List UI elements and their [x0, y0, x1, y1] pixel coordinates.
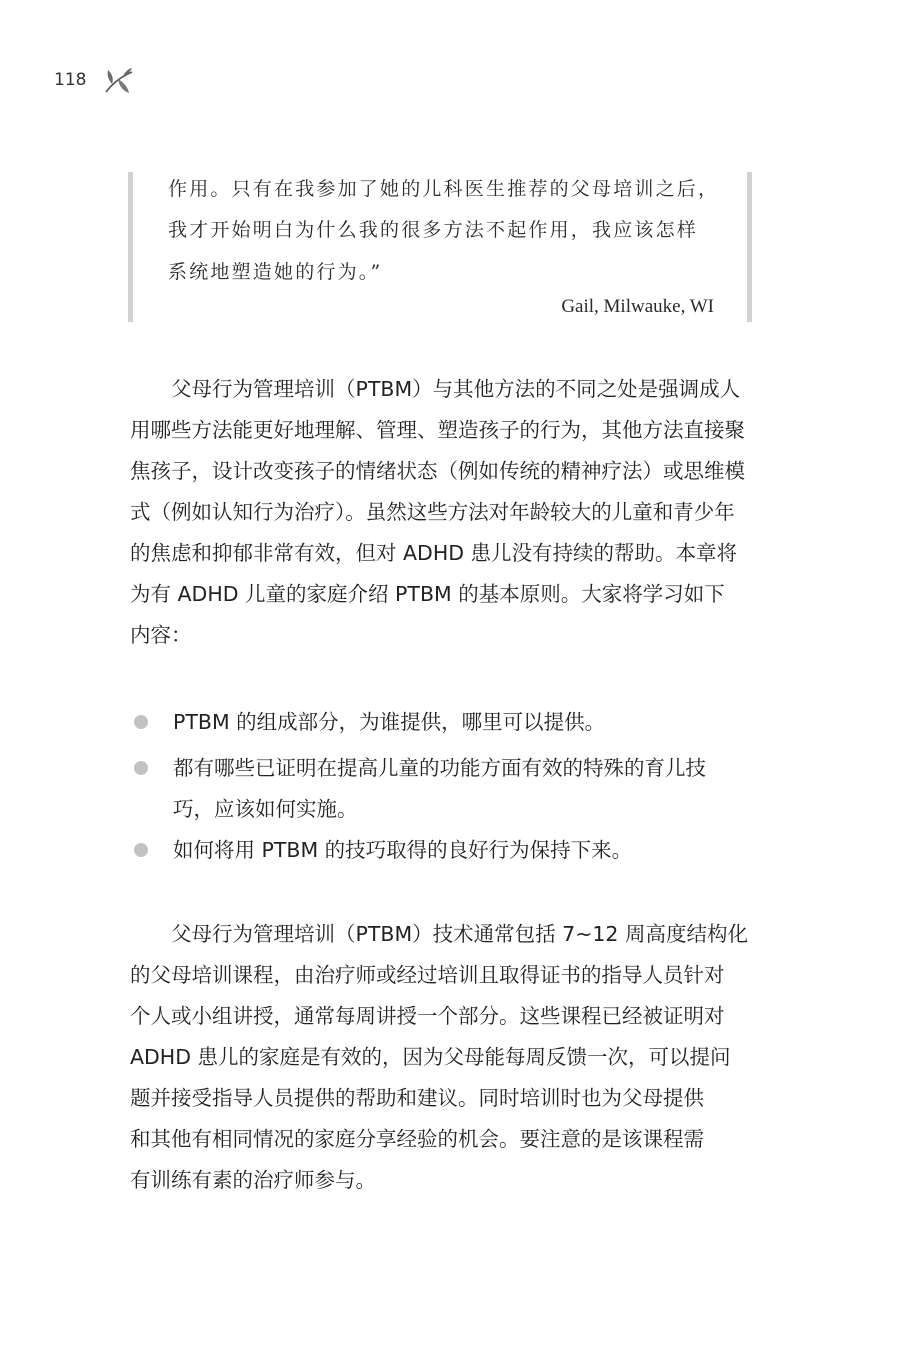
paragraph-line: 为有 ADHD 儿童的家庭介绍 PTBM 的基本原则。大家将学习如下: [130, 582, 725, 606]
quote-right-border: [747, 172, 752, 322]
paragraph-line: 的焦虑和抑郁非常有效，但对 ADHD 患儿没有持续的帮助。本章将: [130, 541, 738, 565]
paragraph-line: 父母行为管理培训（PTBM）与其他方法的不同之处是强调成人: [171, 377, 741, 401]
quote-line: 我才开始明白为什么我的很多方法不起作用，我应该怎样: [168, 219, 699, 241]
paragraph-line: ADHD 患儿的家庭是有效的，因为父母能每周反馈一次，可以提问: [130, 1045, 731, 1069]
quote-line: 作用。只有在我参加了她的儿科医生推荐的父母培训之后，: [168, 178, 720, 200]
leaf-ornament-icon: [102, 66, 136, 98]
quote-left-border: [128, 172, 133, 322]
list-item-text: PTBM 的组成部分，为谁提供，哪里可以提供。: [173, 710, 606, 734]
paragraph-line: 个人或小组讲授，通常每周讲授一个部分。这些课程已经被证明对: [130, 1004, 725, 1028]
paragraph-line: 父母行为管理培训（PTBM）技术通常包括 7~12 周高度结构化: [171, 922, 748, 946]
paragraph-line: 题并接受指导人员提供的帮助和建议。同时培训时也为父母提供: [130, 1086, 704, 1110]
bullet-icon: [134, 843, 148, 857]
list-item-text: 如何将用 PTBM 的技巧取得的良好行为保持下来。: [173, 838, 633, 862]
paragraph-line: 的父母培训课程，由治疗师或经过培训且取得证书的指导人员针对: [130, 963, 725, 987]
paragraph-line: 有训练有素的治疗师参与。: [130, 1168, 376, 1192]
list-item-text: 巧，应该如何实施。: [173, 797, 358, 821]
paragraph-line: 用哪些方法能更好地理解、管理、塑造孩子的行为，其他方法直接聚: [130, 418, 745, 442]
list-item-text: 都有哪些已证明在提高儿童的功能方面有效的特殊的育儿技: [173, 756, 706, 780]
paragraph-line: 焦孩子，设计改变孩子的情绪状态（例如传统的精神疗法）或思维模: [130, 459, 745, 483]
quote-line: 系统地塑造她的行为。”: [168, 261, 383, 283]
bullet-icon: [134, 715, 148, 729]
paragraph-line: 和其他有相同情况的家庭分享经验的机会。要注意的是该课程需: [130, 1127, 704, 1151]
paragraph-line: 式（例如认知行为治疗）。虽然这些方法对年龄较大的儿童和青少年: [130, 500, 735, 524]
quote-attribution: Gail, Milwauke, WI: [561, 296, 714, 317]
testimonial-quote: [128, 172, 752, 322]
bullet-icon: [134, 761, 148, 775]
paragraph-line: 内容：: [130, 623, 192, 647]
page-number: 118: [54, 70, 87, 90]
